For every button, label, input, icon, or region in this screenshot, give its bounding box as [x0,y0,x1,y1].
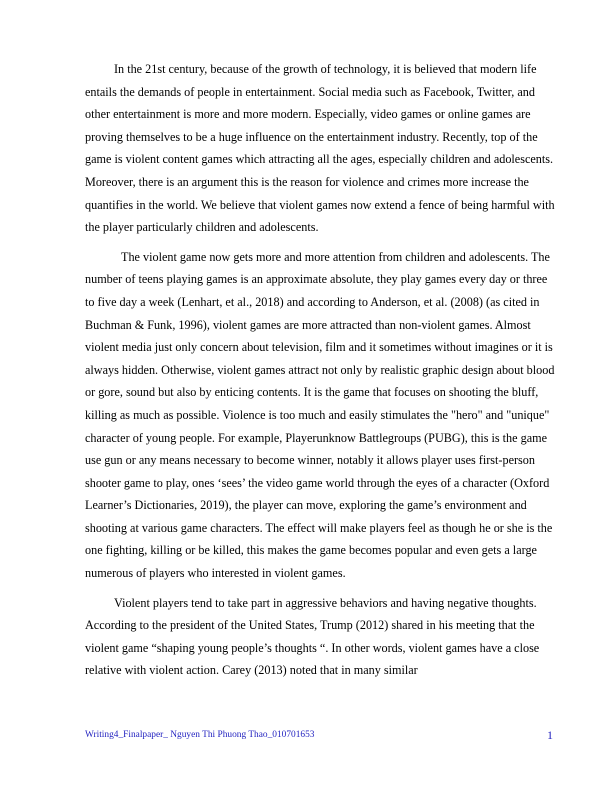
footer-label: Writing4_Finalpaper_ Nguyen Thi Phuong Thao_010701653 [85,730,315,740]
paragraph-aggressive-behaviors: Violent players tend to take part in aggressive behaviors and having negative thoughts. According to the president of the United States, Trump (2012) shared in his meeting that the violent game “shaping young people’s thoughts “. In other words, violent games have a close relative with violent action. Carey (2013) noted that in many similar [85,595,540,678]
paragraph-violent-game-attention: The violent game now gets more and more attention from children and adolescents. The number of teens playing games is an approximate absolute, they play games every day or three to five day a week (Lenhart, et al., 2018) and according to Anderson, et al. (2008) (as cited in Buchman & Funk, 1996), violent games are more attracted than non-violent games. Almost violent media just only concern about television, film and it sometimes without imagines or it is always hidden. Otherwise, violent games attract not only by realistic graphic design about blood or gore, sound but also by enticing contents. It is the game that focuses on shooting the bluff, killing as much as possible. Violence is too much and easily stimulates the "hero" and "unique" character of young people. For example, Playerunknow Battlegroups (PUBG), this is the game use gun or any means necessary to become winner, notably it allows player uses first-person shooter game to play, ones ‘sees’ the video game world through the eyes of a character (Oxford Learner’s Dictionaries, 2019), the player can move, exploring the game’s environment and shooting at various game characters. The effect will make players feel as though he or she is the one fighting, killing or be killed, this makes the game becomes popular and even gets a large numerous of players who interested in violent games. [85,249,555,581]
paragraph-introduction: In the 21st century, because of the growth of technology, it is believed that modern life entails the demands of people in entertainment. Social media such as Facebook, Twitter, and other entertainment is more and more modern. Especially, video games or online games are proving themselves to be a huge influence on the entertainment industry. Recently, top of the game is violent content games which attracting all the ages, especially children and adolescents. Moreover, there is an argument this is the reason for violence and crimes more increase the quantifies in the world. We believe that violent games now extend a fence of being harmful with the player particularly children and adolescents. [85,62,555,235]
page-footer [85,728,555,744]
document-body [85,58,555,689]
page-number: 1 [547,728,553,742]
